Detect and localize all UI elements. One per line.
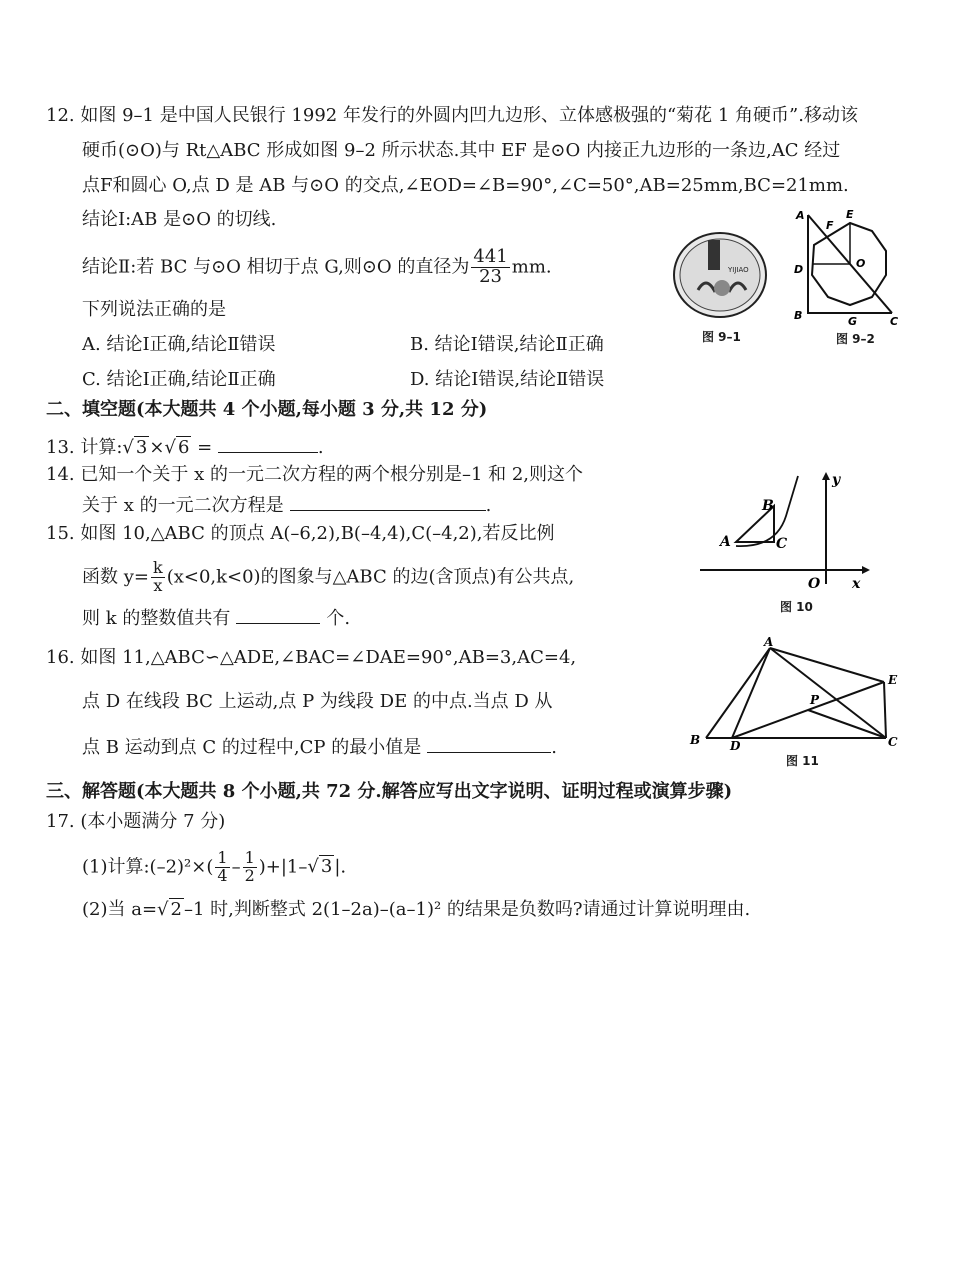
fig-9-2-caption: 图 9–2	[836, 332, 875, 346]
x-axis-arrow	[862, 566, 870, 574]
label-g: G	[848, 315, 858, 325]
segment-ac	[770, 648, 886, 738]
option-b: B. 结论Ⅰ错误,结论Ⅱ正确	[410, 334, 604, 355]
coin-flower-center	[714, 280, 730, 296]
fraction-den-4: 4	[217, 865, 228, 885]
radicand-6: 6	[177, 437, 190, 458]
radicand-2: 2	[170, 899, 182, 920]
figure-9-1-coin	[670, 230, 770, 320]
q12-prompt: 下列说法正确的是	[82, 299, 226, 320]
sqrt-2: √ 2	[157, 899, 182, 920]
label-f: F	[826, 219, 834, 232]
q12-conclusion-2-text: 结论Ⅱ:若 BC 与⊙O 相切于点 G,则⊙O 的直径为	[82, 256, 470, 278]
option-a: A. 结论Ⅰ正确,结论Ⅱ错误	[82, 334, 276, 355]
fraction-k: k	[152, 558, 163, 577]
answer-blank-16[interactable]	[427, 734, 551, 753]
q17-heading: 17. (本小题满分 7 分)	[46, 811, 226, 832]
segment-ae	[770, 648, 884, 682]
diameter-fraction	[471, 248, 509, 287]
q12-line3: 点F和圆心 O,点 D 是 AB 与⊙O 的交点,∠EOD=∠B=90°,∠C=50°,AB=25mm,BC=21mm.	[82, 175, 849, 196]
vertex-c-label: C	[776, 536, 788, 552]
fraction-one-half	[243, 850, 257, 885]
q16-line2: 点 D 在线段 BC 上运动,点 P 为线段 DE 的中点.当点 D 从	[82, 691, 553, 712]
fig-11-caption: 图 11	[786, 754, 819, 768]
q14-line1: 14. 已知一个关于 x 的一元二次方程的两个根分别是–1 和 2,则这个	[46, 464, 584, 485]
q17-p2-pre: (2)当 a=	[82, 899, 158, 920]
vertex-b-label: B	[762, 498, 774, 514]
answer-blank-15[interactable]	[236, 605, 320, 624]
q15-line3-pre: 则 k 的整数值共有	[82, 608, 231, 629]
q12-conclusion-1: 结论Ⅰ:AB 是⊙O 的切线.	[82, 209, 277, 230]
q12-conclusion-2	[82, 248, 552, 287]
figure-9-2	[786, 205, 906, 325]
fraction-x: x	[153, 575, 163, 595]
point-b-label: B	[690, 733, 701, 747]
fraction-num-1b: 1	[244, 848, 255, 867]
q16-line3-text: 点 B 运动到点 C 的过程中,CP 的最小值是	[82, 737, 422, 758]
q15-line2-post: (x<0,k<0)的图象与△ABC 的边(含顶点)有公共点,	[166, 566, 575, 588]
fraction-one-quarter	[215, 850, 229, 885]
q15-line3-post: 个.	[326, 608, 351, 629]
fraction-den-2: 2	[244, 865, 255, 885]
sqrt-3: √ 3	[122, 437, 148, 458]
section-2-heading: 二、填空题(本大题共 4 个小题,每小题 3 分,共 12 分)	[46, 399, 488, 420]
q13	[46, 434, 324, 460]
q15-line2-pre: 函数 y=	[82, 566, 149, 588]
sqrt-6: √ 6	[164, 437, 190, 458]
q16-line1: 16. 如图 11,△ABC∽△ADE,∠BAC=∠DAE=90°,AB=3,AC=4,	[46, 647, 577, 668]
option-d: D. 结论Ⅰ错误,结论Ⅱ错误	[410, 369, 605, 390]
label-d: D	[794, 263, 804, 276]
q17-p1-post: |.	[334, 856, 347, 878]
axis-label-x: x	[852, 576, 861, 592]
label-a: A	[796, 209, 805, 222]
q16-line3	[82, 734, 557, 760]
point-c-label: C	[888, 735, 898, 749]
q17-part2	[82, 898, 750, 922]
coin-numeral-1	[708, 240, 720, 270]
q15-line3	[82, 605, 350, 631]
figure-11	[686, 636, 906, 754]
point-p-label: P	[810, 693, 820, 707]
option-c: C. 结论Ⅰ正确,结论Ⅱ正确	[82, 369, 276, 390]
q16-end: .	[551, 737, 557, 758]
q12-line2: 硬币(⊙O)与 Rt△ABC 形成如图 9–2 所示状态.其中 EF 是⊙O 内接正九边形的一条边,AC 经过	[82, 140, 841, 161]
section-3-heading: 三、解答题(本大题共 8 个小题,共 72 分.解答应写出文字说明、证明过程或演算步骤)	[46, 781, 733, 802]
coin-text: YIJIAO	[728, 266, 749, 274]
q13-prefix: 13. 计算:	[46, 437, 123, 458]
q17-p2-post: –1 时,判断整式 2(1–2a)–(a–1)² 的结果是负数吗?请通过计算说明理由.	[183, 899, 751, 920]
point-a-label: A	[764, 636, 774, 649]
radicand-3b: 3	[320, 856, 333, 878]
point-d-label: D	[730, 739, 741, 753]
label-c: C	[890, 315, 899, 325]
q15-line2	[82, 560, 574, 595]
equals-sign: =	[191, 437, 218, 458]
minus-sign: –	[231, 856, 241, 878]
segment-cp	[808, 710, 886, 738]
sqrt-3-part1: √ 3	[307, 856, 333, 878]
q17-part1	[82, 850, 346, 885]
q14-line2	[82, 492, 491, 518]
k-over-x-fraction	[151, 560, 165, 595]
answer-blank-14[interactable]	[290, 492, 486, 511]
q12-line1: 12. 如图 9–1 是中国人民银行 1992 年发行的外圆内凹九边形、立体感极强的“菊花 1 角硬币”.移动该	[46, 105, 858, 126]
segment-ec	[884, 682, 886, 738]
label-o: O	[856, 257, 866, 270]
y-axis-arrow	[822, 472, 830, 480]
fraction-num-1a: 1	[217, 848, 228, 867]
answer-blank-13[interactable]	[218, 434, 318, 453]
vertex-a-label: A	[720, 534, 731, 550]
q17-p1-mid: )+|1–	[258, 856, 308, 878]
fraction-numerator: 441	[473, 246, 508, 267]
q12-unit: mm.	[511, 256, 552, 278]
q14-line2-text: 关于 x 的一元二次方程是	[82, 495, 284, 516]
fraction-denominator: 23	[479, 265, 503, 287]
figure-10	[696, 466, 872, 596]
q15-line1: 15. 如图 10,△ABC 的顶点 A(–6,2),B(–4,4),C(–4,2),若反比例	[46, 523, 555, 544]
fig-9-1-caption: 图 9–1	[702, 330, 741, 344]
fig-10-caption: 图 10	[780, 600, 813, 614]
point-e-label: E	[888, 673, 898, 687]
radicand-3: 3	[135, 437, 148, 458]
q17-p1-pre: (1)计算:(–2)²×(	[82, 856, 214, 878]
q14-end: .	[485, 495, 492, 516]
q13-end: .	[317, 437, 324, 458]
label-e: E	[846, 208, 854, 221]
origin-label: O	[808, 576, 821, 592]
times-sign: ×	[149, 437, 165, 458]
axis-label-y: y	[832, 472, 841, 488]
label-b: B	[794, 309, 803, 322]
